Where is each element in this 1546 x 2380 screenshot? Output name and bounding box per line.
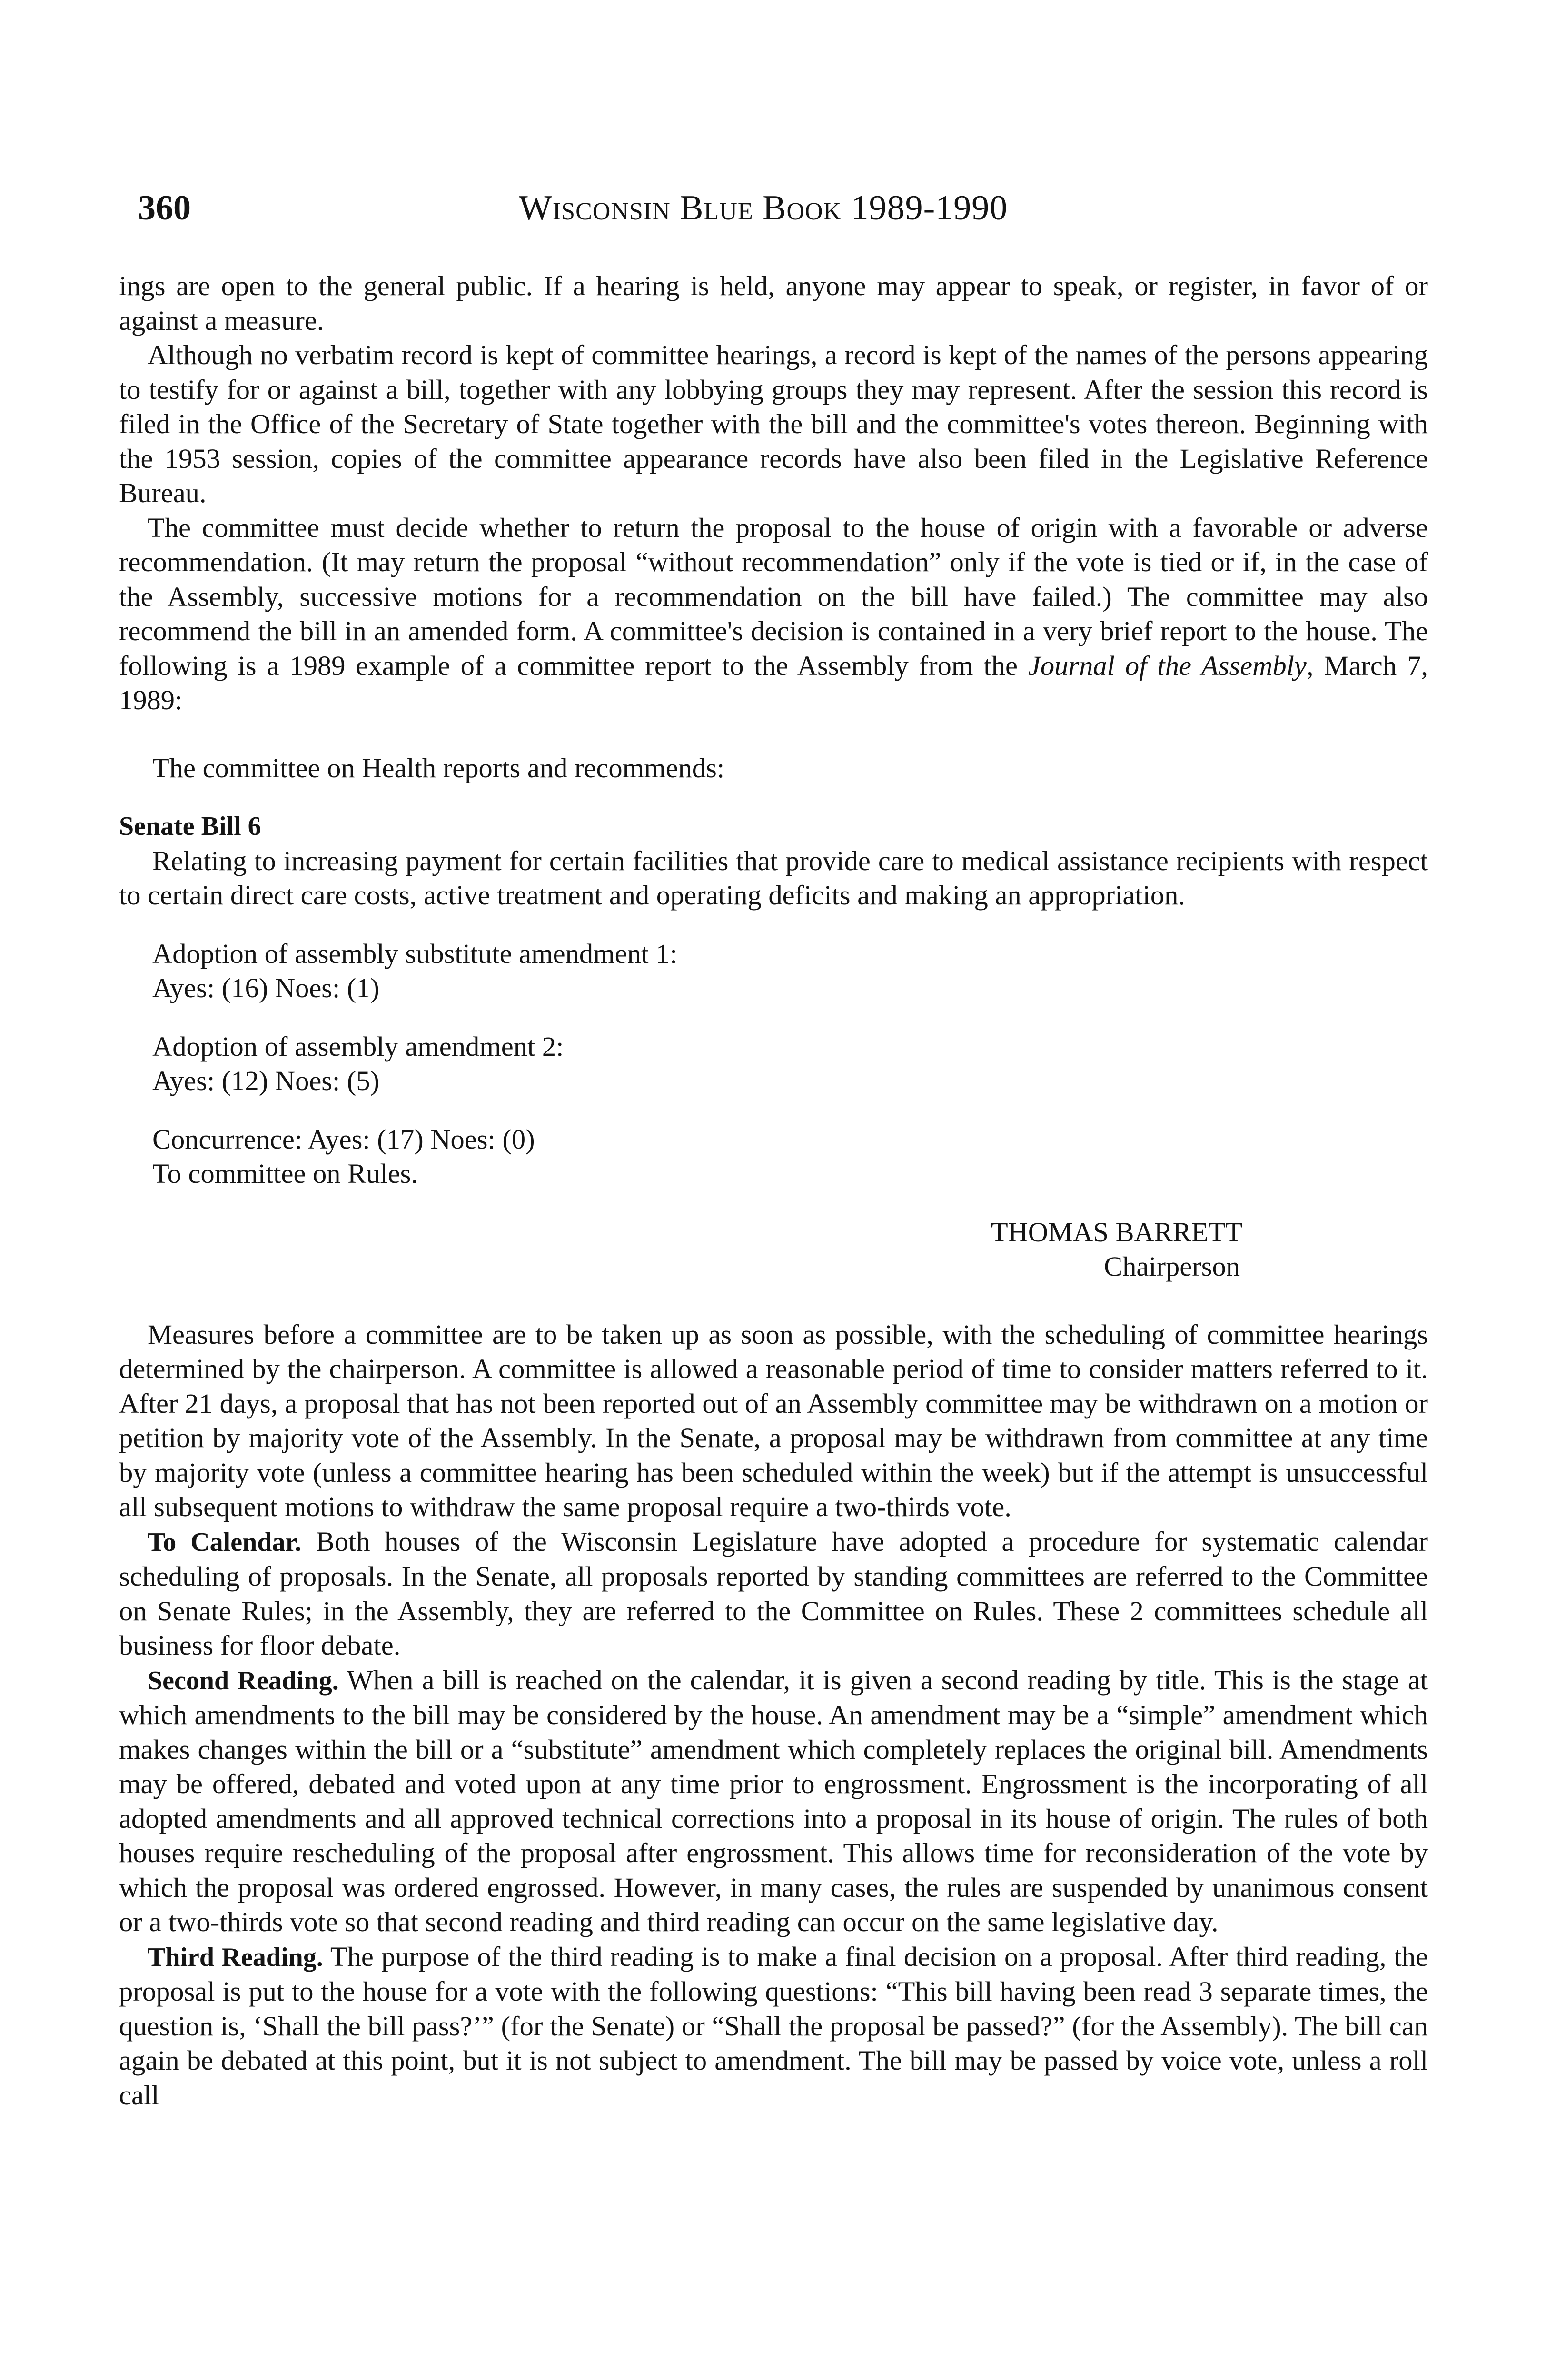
concurrence-result: Concurrence: Ayes: (17) Noes: (0) bbox=[152, 1123, 535, 1155]
signature-name: THOMAS BARRETT bbox=[991, 1216, 1242, 1248]
paragraph-to-calendar bbox=[119, 1525, 1428, 1663]
paragraph-measures: Measures before a committee are to be taken up as soon as possible, with the scheduling of committee hearings determined by the chairperson. A committee is allowed a reasonable period of time to consider matters referred to it. After 21 days, a proposal that has not been reported out of an Assembly committee may be withdrawn on a motion or petition by majority vote of the Assembly. In the Senate, a proposal may be withdrawn from committee at any time by majority vote (unless a committee hearing has been scheduled within the week) but if the attempt is unsuccessful all subsequent motions to withdraw the same proposal require a two-thirds vote. bbox=[119, 1319, 1428, 1522]
third-reading-heading: Third Reading. bbox=[148, 1942, 323, 1972]
signature-block bbox=[152, 1215, 1428, 1284]
paragraph-committee-decision bbox=[119, 511, 1428, 718]
second-reading-heading: Second Reading. bbox=[148, 1666, 339, 1696]
committee-report-example bbox=[119, 751, 1428, 1284]
document-page bbox=[119, 0, 1428, 2380]
paragraph-hearings-open: ings are open to the general public. If a hearing is held, anyone may appear to speak, or register, in favor of or against a measure. bbox=[119, 270, 1428, 336]
bill-description: Relating to increasing payment for certain facilities that provide care to medical assistance recipients with respect to certain direct care costs, active treatment and operating deficits and making an appropriation. bbox=[119, 845, 1428, 911]
committee-decision-text: The committee must decide whether to return the proposal to the house of origin with a favorable or adverse recommendation. (It may return the proposal “without recommendation” only if the vote is tied or if, in the case of the Assembly, successive motions for a recommendation on the bill have failed.) The committee may also recommend the bill in an amended form. A committee's decision is contained in a very brief report to the house. The following is a 1989 example of a committee report to the Assembly from the bbox=[119, 512, 1428, 681]
referral-line: To committee on Rules. bbox=[152, 1158, 418, 1189]
bill-heading: Senate Bill 6 bbox=[119, 812, 261, 841]
second-reading-text: When a bill is reached on the calendar, it is given a second reading by title. This is the stage at which amendments to the bill may be considered by the house. An amendment may be a “simple” amendment which makes changes within the bill or a “substitute” amendment which completely replaces the original bill. Amendments may be offered, debated and voted upon at any time prior to engrossment. Engrossment is the incorporating of all adopted amendments and all approved technical corrections into a proposal in its house of origin. The rules of both houses require rescheduling of the proposal after engrossment. This allows time for reconsideration of the vote by which the proposal was ordered engrossed. However, in many cases, the rules are suspended by unanimous consent or a two-thirds vote so that second reading and third reading can occur on the same legislative day. bbox=[119, 1664, 1428, 1937]
vote2-label: Adoption of assembly amendment 2: bbox=[152, 1031, 564, 1062]
page-number: 360 bbox=[138, 188, 191, 228]
to-calendar-text: Both houses of the Wisconsin Legislature have adopted a procedure for systematic calendar scheduling of proposals. In the Senate, all proposals reported by standing committees are referred to the Committee on Senate Rules; in the Assembly, they are referred to the Committee on Rules. These 2 committees schedule all business for floor debate. bbox=[119, 1526, 1428, 1661]
journal-title: Journal of the Assembly bbox=[1028, 650, 1307, 681]
committee-decision-date: , March 7, 1989: bbox=[119, 650, 1428, 715]
signature-title: Chairperson bbox=[1104, 1251, 1240, 1282]
vote1-result: Ayes: (16) Noes: (1) bbox=[152, 972, 380, 1003]
vote1-label: Adoption of assembly substitute amendment 1: bbox=[152, 938, 678, 969]
paragraph-second-reading bbox=[119, 1663, 1428, 1940]
running-head bbox=[119, 188, 1428, 236]
to-calendar-heading: To Calendar. bbox=[148, 1527, 302, 1557]
third-reading-text: The purpose of the third reading is to make a final decision on a proposal. After third reading, the proposal is put to the house for a vote with the following questions: “This bill having been read 3 separate times, the question is, ‘Shall the bill pass?’” (for the Senate) or “Shall the proposal be passed?” (for the Assembly). The bill can again be debated at this point, but it is not subject to amendment. The bill may be passed by voice vote, unless a roll call bbox=[119, 1941, 1428, 2111]
report-intro: The committee on Health reports and recommends: bbox=[152, 752, 725, 783]
body-text bbox=[119, 269, 1428, 2112]
paragraph-verbatim-record: Although no verbatim record is kept of committee hearings, a record is kept of the names of the persons appearing to testify for or against a bill, together with any lobbying groups they may represent. After the session this record is filed in the Office of the Secretary of State together with the bill and the committee's votes thereon. Beginning with the 1953 session, copies of the committee appearance records have also been filed in the Legislative Reference Bureau. bbox=[119, 339, 1428, 508]
vote2-result: Ayes: (12) Noes: (5) bbox=[152, 1065, 380, 1096]
book-title: Wisconsin Blue Book 1989-1990 bbox=[519, 188, 1008, 228]
paragraph-third-reading bbox=[119, 1940, 1428, 2113]
